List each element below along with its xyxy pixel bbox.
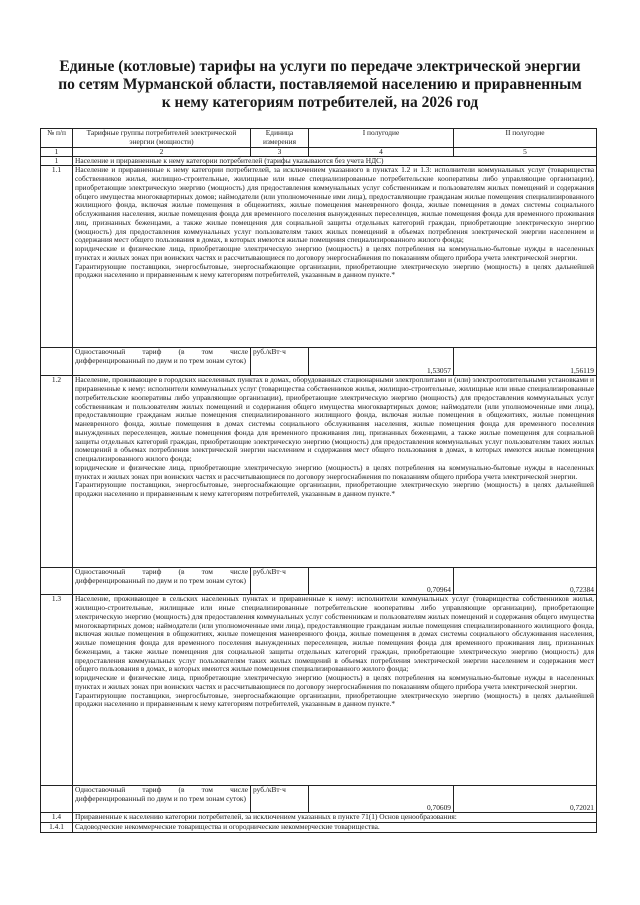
tariff-row bbox=[41, 348, 597, 376]
header-group: Тарифные группы потребителей электрической энергии (мощности) bbox=[73, 129, 251, 148]
paragraph: Население и приравненные к нему категории потребителей, за исключением указанного в пунктах 1.2 и 1.3: исполнители коммунальных услуг (товарищества собственников жилья, жилищно-строительные, жилищные или иные специализированные потребительские кооперативы либо управляющие организации), приобретающие электрическую энергию (мощность) для предоставления коммунальных услуг собственникам и пользователям жилых помещений и содержания общего имущества многоквартирных домов; наймодатели (или уполномоченные ими лица), предоставляющие гражданам жилые помещения специализированного жилищного фонда, включая жилые помещения в общежитиях, жилые помещения маневренного фонда, жилые помещения в домах системы социального обслуживания населения, жилые помещения фонда для временного поселения вынужденных переселенцев, жилые помещения фонда для временного проживания лиц, признанных беженцами, а также жилые помещения для социальной защиты отдельных категорий граждан, приобретающие электрическую энергию (мощность) для предоставления коммунальных услуг пользователям таких жилых помещений в объемах потребления электрической энергии населением и содержания мест общего пользования в домах, в которых имеются жилые помещения специализированного жилого фонда; bbox=[75, 165, 594, 245]
tariff-row bbox=[41, 786, 597, 813]
col-number: 5 bbox=[454, 147, 597, 156]
column-number-row bbox=[41, 147, 597, 156]
value-second-half: 0,72021 bbox=[454, 786, 597, 813]
row-number: 1.4.1 bbox=[41, 823, 73, 833]
col-number: 1 bbox=[41, 147, 73, 156]
row-number: 1.1 bbox=[41, 166, 73, 348]
col-number: 2 bbox=[73, 147, 251, 156]
row-text: Садоводческие некоммерческие товарищества и огороднические некоммерческие товарищества. bbox=[73, 823, 597, 833]
row-text: Население и приравненные к нему категории потребителей (тарифы указываются без учета НДС) bbox=[73, 156, 597, 166]
header-num: № п/п bbox=[41, 129, 73, 148]
col-number: 4 bbox=[309, 147, 454, 156]
title-line-2: по сетям Мурманской области, поставляемой населению и приравненным bbox=[58, 76, 582, 93]
table-row bbox=[41, 595, 597, 786]
table-row bbox=[41, 823, 597, 833]
value-first-half: 1,53057 bbox=[309, 348, 454, 376]
paragraph: юридические и физические лица, приобретающие электрическую энергию (мощность) в целях потребления на коммунально-бытовые нужды в населенных пунктах и жилых зонах при воинских частях и рассчитывающиеся по договору энергоснабжения по показаниям общего прибора учета электрической энергии. bbox=[75, 673, 594, 691]
tariff-label: Одноставочный тариф (в том числе дифференцированный по двум и по трем зонам суток) bbox=[73, 786, 251, 813]
value-first-half: 0,70964 bbox=[309, 568, 454, 595]
tariff-label: Одноставочный тариф (в том числе дифференцированный по двум и по трем зонам суток) bbox=[73, 568, 251, 595]
row-text: Приравненные к населению категории потребителей, за исключением указанных в пункте 71(1) Основ ценообразования: bbox=[73, 813, 597, 823]
table-row bbox=[41, 813, 597, 823]
paragraph: Население, проживающее в городских населенных пунктах в домах, оборудованных стационарными электроплитами и (или) электроотопительными установками и приравненные к нему: исполнители коммунальных услуг (товарищества собственников жилья, жилищно-строительные, жилищные или иные специализированные потребительские кооперативы либо управляющие организации), приобретающие электрическую энергию (мощность) для предоставления коммунальных услуг собственникам и пользователям жилых помещений и содержания общего имущества многоквартирных домов; наймодатели (или уполномоченные ими лица), предоставляющие гражданам жилые помещения специализированного жилищного фонда, включая жилые помещения в общежитиях, жилые помещения маневренного фонда, жилые помещения в домах системы социального обслуживания населения, жилые помещения фонда для временного поселения вынужденных переселенцев, жилые помещения фонда для временного проживания лиц, признанных беженцами, а также жилые помещения для социальной защиты отдельных категорий граждан, приобретающие электрическую энергию (мощность) для предоставления коммунальных услуг пользователям таких жилых помещений в объемах потребления электрической энергии населением и содержания мест общего пользования в домах, в которых имеются жилые помещения специализированного жилого фонда; bbox=[75, 375, 594, 463]
tariff-label: Одноставочный тариф (в том числе дифференцированный по двум и по трем зонам суток) bbox=[73, 348, 251, 376]
header-unit: Единица измерения bbox=[251, 129, 309, 148]
row-number: 1.4 bbox=[41, 813, 73, 823]
unit: руб./кВт·ч bbox=[251, 348, 309, 376]
value-second-half: 0,72384 bbox=[454, 568, 597, 595]
table-row bbox=[41, 156, 597, 166]
paragraph: Гарантирующие поставщики, энергосбытовые, энергоснабжающие организации, приобретающие электрическую энергию (мощность) в целях дальнейшей продажи населению и приравненным к нему категориям потребителей, указанным в данном пункте.* bbox=[75, 480, 594, 498]
paragraph: Гарантирующие поставщики, энергосбытовые, энергоснабжающие организации, приобретающие электрическую энергию (мощность) в целях дальнейшей продажи населению и приравненным к нему категориям потребителей, указанным в данном пункте.* bbox=[75, 690, 594, 709]
unit: руб./кВт·ч bbox=[251, 786, 309, 813]
col-number: 3 bbox=[251, 147, 309, 156]
tariff-table bbox=[40, 128, 597, 833]
row-number: 1 bbox=[41, 156, 73, 166]
paragraph: Гарантирующие поставщики, энергосбытовые, энергоснабжающие организации, приобретающие электрическую энергию (мощность) в целях дальнейшей продажи населению и приравненным к нему категориям потребителей, указанным в данном пункте.* bbox=[75, 261, 594, 280]
title-line-3: к нему категориям потребителей, на 2026 год bbox=[161, 94, 479, 111]
row-description bbox=[73, 166, 597, 348]
paragraph: Население, проживающее в сельских населенных пунктах и приравненные к нему: исполнители коммунальных услуг (товарищества собственников жилья, жилищно-строительные, жилищные или иные специализированные потребительские кооперативы либо управляющие организации), приобретающие электрическую энергию (мощность) для предоставления коммунальных услуг собственникам и пользователям жилых помещений и содержания общего имущества многоквартирных домов; наймодатели (или уполномоченные ими лица), предоставляющие гражданам жилые помещения специализированного жилищного фонда, включая жилые помещения в общежитиях, жилые помещения маневренного фонда, жилые помещения в домах системы социального обслуживания населения, жилые помещения фонда для временного поселения вынужденных переселенцев, жилые помещения фонда для временного проживания лиц, признанных беженцами, а также жилые помещения для социальной защиты отдельных категорий граждан, приобретающие электрическую энергию (мощность) для предоставления коммунальных услуг пользователям таких жилых помещений в объемах потребления электрической энергии населением и содержания мест общего пользования в домах, в которых имеются жилые помещения специализированного жилого фонда; bbox=[75, 594, 594, 674]
title-line-1: Единые (котловые) тарифы на услуги по передаче электрической энергии bbox=[59, 58, 581, 75]
header-second-half: II полугодие bbox=[454, 129, 597, 148]
header-row bbox=[41, 129, 597, 148]
paragraph: юридические и физические лица, приобретающие электрическую энергию (мощность) в целях потребления на коммунально-бытовые нужды в населенных пунктах и жилых зонах при воинских частях и рассчитывающиеся по договору энергоснабжения по показаниям общего прибора учета электрической энергии. bbox=[75, 244, 594, 262]
table-row bbox=[41, 376, 597, 568]
row-description bbox=[73, 376, 597, 568]
row-number: 1.2 bbox=[41, 376, 73, 568]
unit: руб./кВт·ч bbox=[251, 568, 309, 595]
header-first-half: I полугодие bbox=[309, 129, 454, 148]
value-second-half: 1,56119 bbox=[454, 348, 597, 376]
tariff-row bbox=[41, 568, 597, 595]
table-row bbox=[41, 166, 597, 348]
row-description bbox=[73, 595, 597, 786]
paragraph: юридические и физические лица, приобретающие электрическую энергию (мощность) в целях потребления на коммунально-бытовые нужды в населенных пунктах и жилых зонах при воинских частях и рассчитывающиеся по договору энергоснабжения по показаниям общего прибора учета электрической энергии. bbox=[75, 462, 594, 481]
document-title bbox=[40, 58, 600, 112]
value-first-half: 0,70609 bbox=[309, 786, 454, 813]
row-number: 1.3 bbox=[41, 595, 73, 786]
